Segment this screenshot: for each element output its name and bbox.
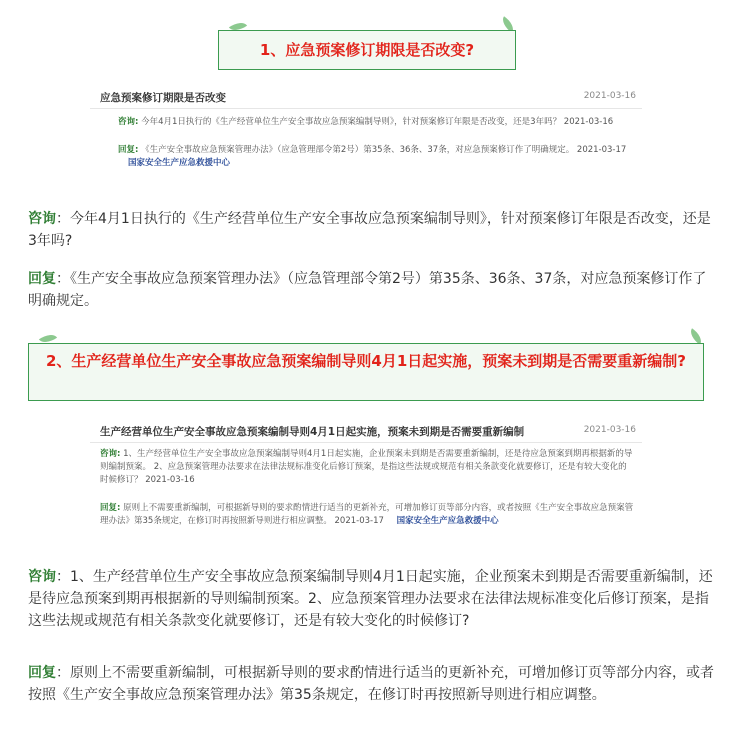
answer-label: 回复: [28, 665, 56, 681]
screenshot-heading: 应急预案修订期限是否改变: [100, 92, 226, 104]
answer-label: 回复: [28, 271, 56, 287]
divider: [90, 442, 642, 443]
section-2-answer: [28, 662, 718, 706]
question-text: ：1、生产经营单位生产安全事故应急预案编制导则4月1日起实施，企业预案未到期是否需要重新编制，还是待应急预案到期再根据新的导则编制预案。2、应急预案管理办法要求在法律法规标准变化后修订预案，是指这些法规或规范有相关条款变化就要修订，还是有较大变化的时候修订?: [28, 569, 713, 629]
question-label: 咨询: [28, 211, 56, 227]
screenshot-question-label: 咨询:: [118, 117, 139, 127]
screenshot-answer: [118, 144, 634, 170]
screenshot-answer-label: 回复:: [100, 503, 121, 513]
screenshot-question: [118, 116, 634, 129]
section-1-title: 1、应急预案修订期限是否改变?: [218, 30, 516, 70]
screenshot-question: [100, 448, 634, 487]
section-2-screenshot: [90, 412, 642, 540]
screenshot-question-label: 咨询:: [100, 449, 121, 459]
section-2-title: 2、生产经营单位生产安全事故应急预案编制导则4月1日起实施，预案未到期是否需要重新编制?: [28, 343, 704, 401]
section-1-question: [28, 208, 718, 252]
screenshot-heading: 生产经营单位生产安全事故应急预案编制导则4月1日起实施，预案未到期是否需要重新编制: [100, 426, 525, 438]
section-2-question: [28, 566, 718, 632]
question-label: 咨询: [28, 569, 56, 585]
screenshot-answer-text: 原则上不需要重新编制，可根据新导则的要求酌情进行适当的更新补充，可增加修订页等部分内容，或者按照《生产安全事故应急预案管理办法》第35条规定，在修订时再按照新导则进行相应调整。 2021-03-17: [100, 503, 634, 526]
question-text: ：今年4月1日执行的《生产经营单位生产安全事故应急预案编制导则》，针对预案修订年限是否改变，还是3年吗?: [28, 211, 711, 249]
screenshot-org: 国家安全生产应急救援中心: [396, 516, 499, 526]
divider: [90, 108, 642, 109]
screenshot-question-text: 今年4月1日执行的《生产经营单位生产安全事故应急预案编制导则》，针对预案修订年限是否改变，还是3年吗？ 2021-03-16: [141, 117, 614, 127]
screenshot-date: 2021-03-16: [583, 91, 636, 101]
screenshot-question-text: 1、生产经营单位生产安全事故应急预案编制导则4月1日起实施，企业预案未到期是否需要重新编制，还是待应急预案到期再根据新的导则编制预案。 2、应急预案管理办法要求在法律法规标准变化后修订预案，是指这些法规或规范有相关条款变化就要修订，还是有较大变化的时候修订？ 2021-03-16: [100, 449, 633, 485]
answer-text: ：《生产安全事故应急预案管理办法》（应急管理部令第2号）第35条、36条、37条，对应急预案修订作了明确规定。: [28, 271, 707, 309]
section-1-answer: [28, 268, 718, 312]
screenshot-org: 国家安全生产应急救援中心: [128, 158, 231, 168]
screenshot-answer: [100, 502, 634, 528]
answer-text: ：原则上不需要重新编制，可根据新导则的要求酌情进行适当的更新补充，可增加修订页等部分内容，或者按照《生产安全事故应急预案管理办法》第35条规定，在修订时再按照新导则进行相应调整。: [28, 665, 714, 703]
screenshot-answer-text: 《生产安全事故应急预案管理办法》（应急管理部令第2号）第35条、36条、37条，对应急预案修订作了明确规定。 2021-03-17: [141, 145, 627, 155]
screenshot-date: 2021-03-16: [583, 425, 636, 435]
section-1-screenshot: [90, 78, 642, 178]
screenshot-answer-label: 回复:: [118, 145, 139, 155]
